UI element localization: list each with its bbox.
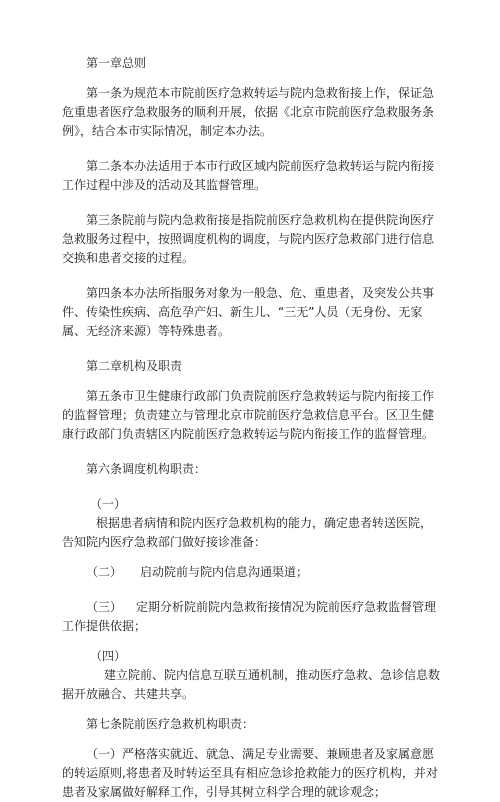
article-7-item-1: （一）严格落实就近、就急、满足专业需要、兼顾患者及家属意愿的转运原则,将患者及时转运至具有相应急诊抢救能力的医疗机构，并对患者及家属做好解释工作，引导其树立科学合理的就诊观念； <box>62 747 438 799</box>
chapter-2-title: 第二章机构及职责 <box>86 359 183 373</box>
article-1: 第一条为规范本市院前医疗急救转运与院内急救衔接上作，保证急危重患者医疗急救服务的顺利开展，依据《北京市院前医疗急救服务条例》，结合本市实际情况，制定本办法。 <box>62 86 435 138</box>
item-4-text: 建立院前、院内信息互联互通机制，推动医疗急救、急诊信息数据开放融合、共建共享。 <box>62 668 441 701</box>
article-2: 第二条本办法适用于本市行政区域内院前医疗急救转运与院内衔接工作过程中涉及的活动及其监督管理。 <box>62 159 435 192</box>
item-3 <box>62 598 442 636</box>
item-2-text: 启动院前与院内信息沟通渠道； <box>140 565 309 579</box>
article-3: 第三条院前与院内急救衔接是指院前医疗急救机构在提供院询医疗急救服务过程中，按照调度机构的调度，与院内医疗急救部门进行信息交换和患者交接的过程。 <box>62 213 435 265</box>
item-1-text: 根据患者病情和院内医疗急救机构的能力，确定患者转送医院，告知院内医疗急救部门做好接诊准备： <box>62 516 433 549</box>
item-3-text: 定期分析院前院内急救衔接情况为院前医疗急救监督管理工作提供依据； <box>62 600 437 633</box>
article-6-title: 第六条调度机构职责： <box>86 462 207 476</box>
item-2-label: （二） <box>86 565 123 579</box>
item-4-label: （四） <box>90 649 127 663</box>
article-7-title: 第七条院前医疗急救机构职责： <box>86 717 255 731</box>
chapter-1-title: 第一章总则 <box>86 56 147 70</box>
item-3-label: （三） <box>86 600 123 614</box>
article-4: 第四条本办法所指服务对象为一般急、危、重患者，及突发公共事件、传染性疾病、高危孕产妇、新生儿、“三无”人员（无身份、无家属、无经济来源）等特殊患者。 <box>62 286 435 338</box>
item-2 <box>62 563 442 582</box>
item-1-label: （一） <box>90 497 127 511</box>
article-5: 第五条市卫生健康行政部门负责院前医疗急救转运与院内衔接工作的监督管理；负责建立与管理北京市院前医疗急救信息平台。区卫生健康行政部门负责辖区内院前医疗急救转运与院内衔接工作的监督管理。 <box>62 389 435 441</box>
